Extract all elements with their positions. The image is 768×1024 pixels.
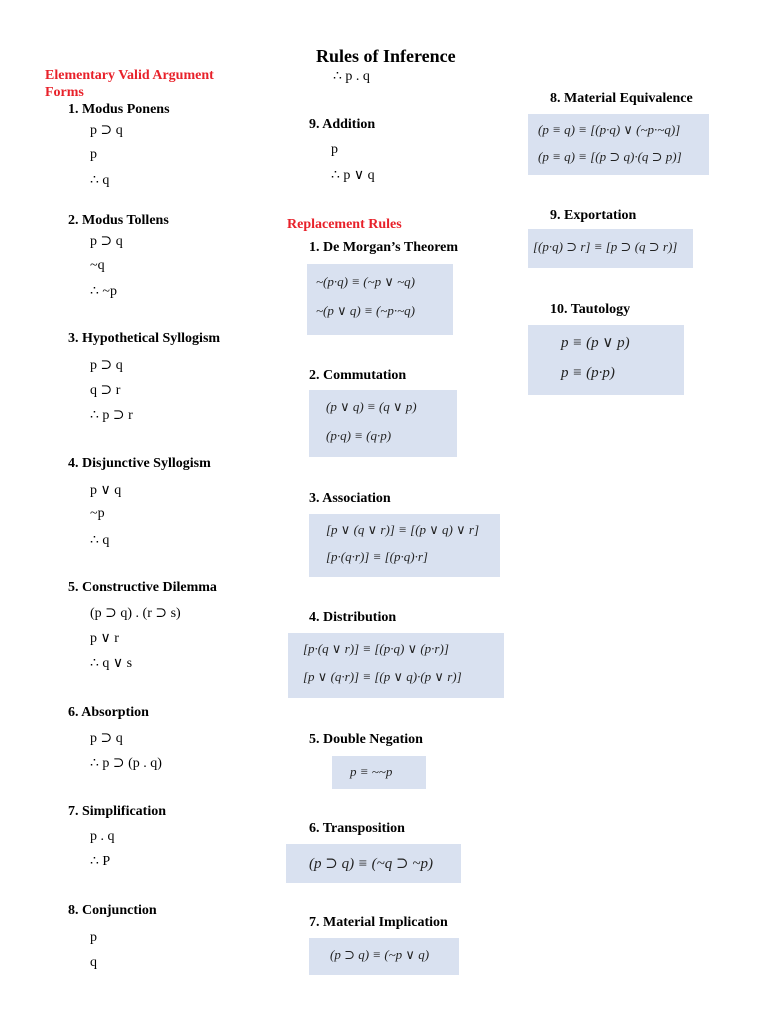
premise-line: p [90,930,97,945]
rule-heading-addition: 9. Addition [309,117,376,132]
formula: [(p·q) ⊃ r] ≡ [p ⊃ (q ⊃ r)] [533,239,678,254]
formula: [p·(q·r)] ≡ [(p·q)·r] [326,549,428,564]
premise-line: q ⊃ r [90,383,121,398]
premise-line: p ⊃ q [90,234,123,249]
rule-heading-double-negation: 5. Double Negation [309,732,423,747]
conclusion-line: ∴ p ∨ q [331,168,375,183]
premise-line: p [331,142,338,157]
conclusion-line: ∴ p ⊃ (p . q) [90,756,162,771]
rule-heading-modus-ponens: 1. Modus Ponens [68,102,170,117]
premise-line: p ⊃ q [90,123,123,138]
premise-line: p ⊃ q [90,358,123,373]
rule-heading-distribution: 4. Distribution [309,610,397,625]
rule-heading-tautology: 10. Tautology [550,302,631,317]
conclusion-line: ∴ P [90,854,111,869]
premise-line: ~p [90,506,105,521]
premise-line: p ∨ q [90,483,122,498]
rule-heading-commutation: 2. Commutation [309,368,407,383]
formula: (p ∨ q) ≡ (q ∨ p) [326,399,417,414]
section-heading-argument-forms [45,67,214,101]
conclusion-line: ∴ p ⊃ r [90,408,133,423]
rule-heading-simplification: 7. Simplification [68,804,167,819]
rule-heading-exportation: 9. Exportation [550,208,637,223]
premise-line: (p ⊃ q) . (r ⊃ s) [90,606,181,621]
section-heading-replacement-rules: Replacement Rules [287,217,402,232]
rule-heading-conjunction: 8. Conjunction [68,903,157,918]
formula: p ≡ (p ∨ p) [561,335,630,351]
formula: (p ⊃ q) ≡ (~p ∨ q) [330,947,430,962]
rule-heading-modus-tollens: 2. Modus Tollens [68,213,169,228]
premise-line: p ∨ r [90,631,119,646]
rule-heading-material-equivalence: 8. Material Equivalence [550,91,693,106]
formula: p ≡ ~~p [350,764,393,779]
formula: [p·(q ∨ r)] ≡ [(p·q) ∨ (p·r)] [303,641,449,656]
rule-heading-de-morgan: 1. De Morgan’s Theorem [309,240,459,255]
rule-heading-disjunctive-syllogism: 4. Disjunctive Syllogism [68,456,211,471]
rule-heading-constructive-dilemma: 5. Constructive Dilemma [68,580,217,595]
premise-line: p . q [90,829,115,844]
page-title: Rules of Inference [316,46,456,66]
premise-line: p ⊃ q [90,731,123,746]
formula: ~(p·q) ≡ (~p ∨ ~q) [316,274,415,289]
heading-line-2: Forms [45,85,84,100]
rule-heading-material-implication: 7. Material Implication [309,915,448,930]
formula: (p ≡ q) ≡ [(p·q) ∨ (~p·~q)] [538,122,681,137]
conclusion-line: ∴ p . q [333,69,370,84]
conclusion-line: ∴ q [90,533,110,548]
formula: [p ∨ (q ∨ r)] ≡ [(p ∨ q) ∨ r] [326,522,480,537]
rule-heading-association: 3. Association [309,491,391,506]
premise-line: p [90,147,97,162]
formula: [p ∨ (q·r)] ≡ [(p ∨ q)·(p ∨ r)] [303,669,462,684]
formula: (p·q) ≡ (q·p) [326,428,392,443]
conclusion-line: ∴ ~p [90,284,117,299]
formula: ~(p ∨ q) ≡ (~p·~q) [316,303,415,318]
rule-heading-hypothetical-syllogism: 3. Hypothetical Syllogism [68,331,221,346]
formula: (p ≡ q) ≡ [(p ⊃ q)·(q ⊃ p)] [538,149,682,164]
rule-heading-absorption: 6. Absorption [68,705,149,720]
premise-line: q [90,955,97,970]
heading-line-1: Elementary Valid Argument [45,68,214,83]
conclusion-line: ∴ q [90,173,110,188]
conclusion-line: ∴ q ∨ s [90,656,133,671]
formula: p ≡ (p·p) [561,365,615,381]
rule-heading-transposition: 6. Transposition [309,821,405,836]
formula: (p ⊃ q) ≡ (~q ⊃ ~p) [309,856,433,872]
premise-line: ~q [90,258,105,273]
